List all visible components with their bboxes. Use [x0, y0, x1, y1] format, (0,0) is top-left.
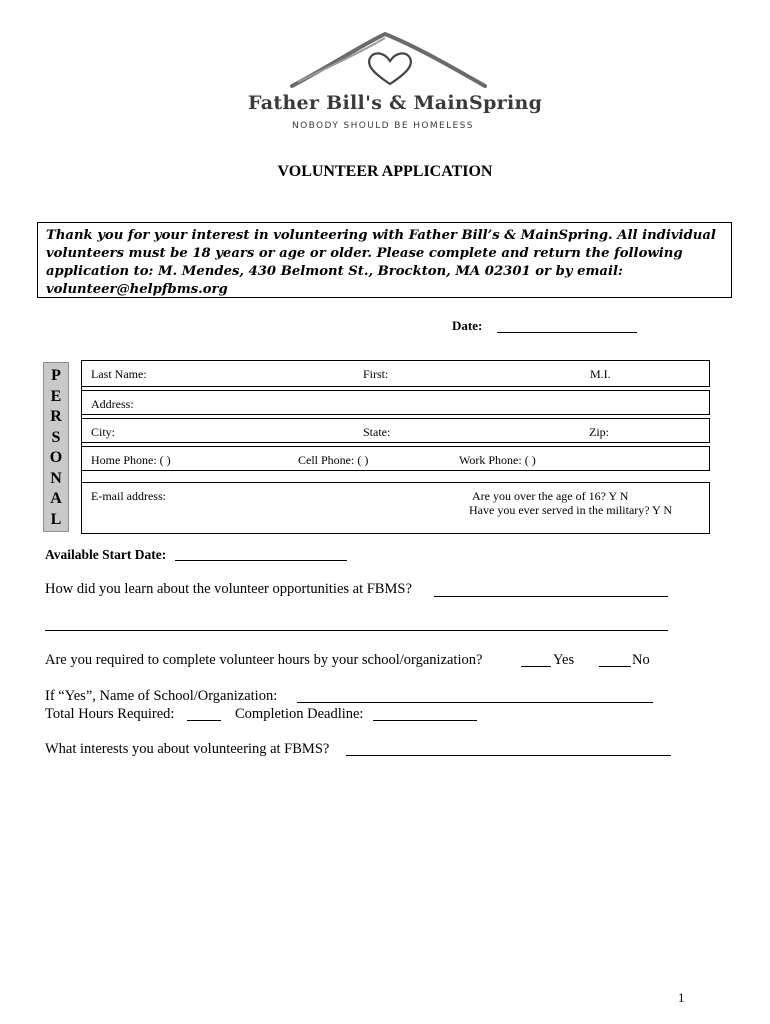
total-hours-label: Total Hours Required: [45, 706, 175, 722]
personal-letter: O [49, 449, 63, 467]
last-name-label: Last Name: [91, 367, 147, 381]
logo-name: Father Bill's & MainSpring [248, 92, 543, 114]
yes-blank[interactable] [521, 666, 551, 667]
personal-letter: E [50, 387, 62, 405]
address-row[interactable] [81, 390, 710, 415]
learn-answer-line-2[interactable] [45, 630, 668, 631]
name-row[interactable] [81, 360, 710, 387]
state-label: State: [363, 425, 391, 439]
no-label: No [632, 652, 650, 668]
phone-row[interactable] [81, 446, 710, 471]
page-number: 1 [678, 990, 685, 1005]
cell-phone-label: Cell Phone: ( ) [298, 453, 369, 467]
military-question: Have you ever served in the military? Y N [469, 503, 673, 517]
available-start-field[interactable] [175, 560, 347, 561]
available-start-label: Available Start Date: [45, 547, 167, 562]
first-name-label: First: [363, 367, 389, 381]
email-row[interactable] [81, 482, 710, 534]
total-hours-field[interactable] [187, 720, 221, 721]
personal-letter: L [50, 510, 62, 528]
yes-label: Yes [553, 652, 575, 668]
required-question: Are you required to complete volunteer hours by your school/organization? [45, 652, 483, 668]
date-label: Date: [452, 318, 483, 333]
date-field[interactable] [497, 332, 637, 333]
personal-letter: R [50, 408, 62, 426]
school-name-label: If “Yes”, Name of School/Organization: [45, 688, 278, 704]
intro-box: Thank you for your interest in volunteering with Father Bill’s & MainSpring. All individual volunteers must be 18 years or age or older. Please complete and return the following application to: M. Mendes, 430 Belmont St., Brockton, MA 02301 or by email: volunteer@helpfbms.org [37, 222, 732, 298]
address-label: Address: [91, 397, 134, 411]
completion-deadline-label: Completion Deadline: [235, 706, 364, 722]
interests-question: What interests you about volunteering at FBMS? [45, 741, 330, 757]
personal-letter: S [51, 428, 61, 446]
school-name-field[interactable] [297, 702, 653, 703]
personal-section-label [43, 362, 69, 532]
zip-label: Zip: [589, 425, 609, 439]
page-title: VOLUNTEER APPLICATION [277, 163, 493, 180]
personal-letter: A [50, 490, 62, 508]
personal-letter: N [50, 469, 62, 487]
interests-field[interactable] [346, 755, 671, 756]
completion-deadline-field[interactable] [373, 720, 477, 721]
age-question: Are you over the age of 16? Y N [472, 489, 629, 503]
learn-question: How did you learn about the volunteer opportunities at FBMS? [45, 581, 412, 597]
mi-label: M.I. [590, 367, 611, 381]
personal-letter: P [51, 367, 61, 384]
city-state-zip-row[interactable] [81, 418, 710, 443]
city-label: City: [91, 425, 116, 439]
work-phone-label: Work Phone: ( ) [459, 453, 536, 467]
email-label: E-mail address: [91, 489, 166, 503]
learn-answer-field[interactable] [434, 596, 668, 597]
home-phone-label: Home Phone: ( ) [91, 453, 171, 467]
no-blank[interactable] [599, 666, 631, 667]
logo-tagline: NOBODY SHOULD BE HOMELESS [292, 121, 474, 131]
